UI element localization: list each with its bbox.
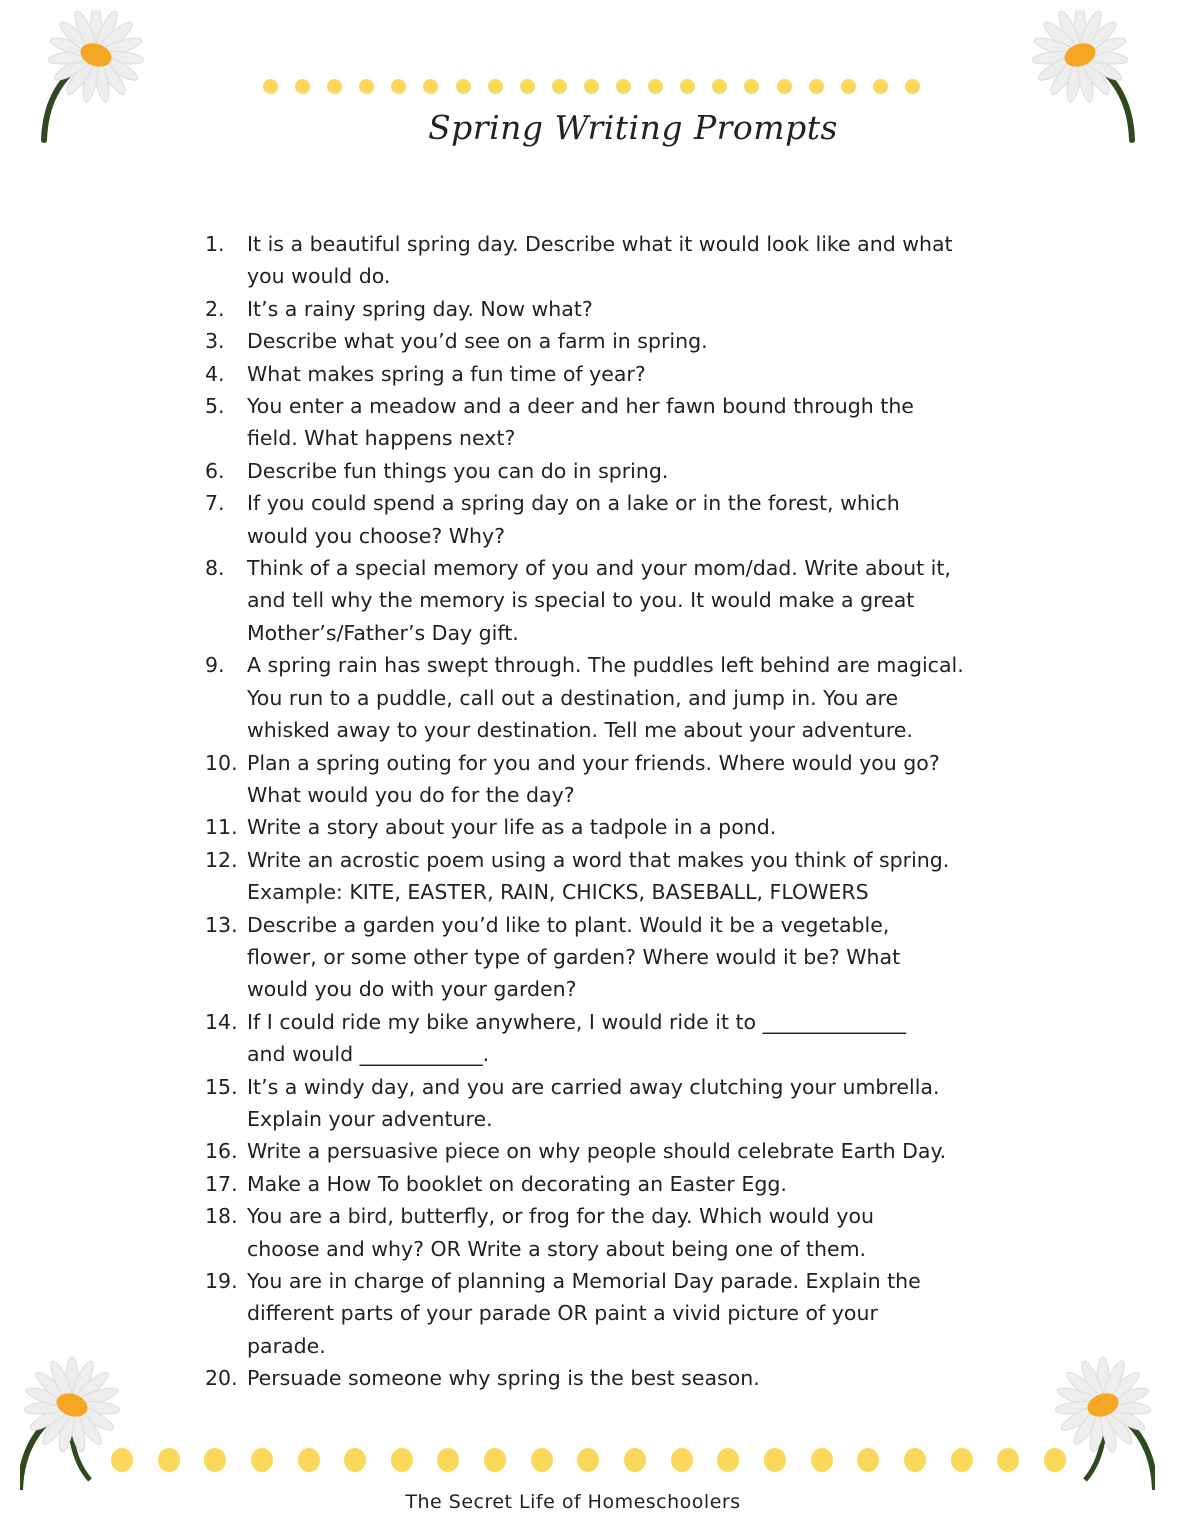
prompt-number: 3. xyxy=(205,329,225,354)
dot xyxy=(423,79,438,94)
prompt-line: Plan a spring outing for you and your friends. Where would you go? xyxy=(247,750,940,775)
prompt-number: 9. xyxy=(205,653,225,678)
dot xyxy=(298,1448,320,1472)
dot xyxy=(905,79,920,94)
prompt-number: 5. xyxy=(205,394,225,419)
decorative-dots-top xyxy=(263,79,920,94)
decorative-dots-bottom xyxy=(111,1448,1066,1472)
prompt-text xyxy=(247,487,900,552)
prompt-line: Describe fun things you can do in spring. xyxy=(247,458,669,483)
prompt-text xyxy=(247,552,951,649)
prompt-text xyxy=(247,358,646,390)
dot xyxy=(951,1448,973,1472)
prompt-line: Write a story about your life as a tadpole in a pond. xyxy=(247,815,777,840)
prompt-item xyxy=(205,1006,964,1071)
prompt-item xyxy=(205,358,964,390)
prompt-text xyxy=(247,228,953,293)
prompt-line: different parts of your parade OR paint a vivid picture of your xyxy=(247,1301,878,1326)
prompt-text xyxy=(247,1265,921,1362)
dot xyxy=(873,79,888,94)
prompt-line: Make a How To booklet on decorating an Easter Egg. xyxy=(247,1171,787,1196)
prompt-item xyxy=(205,228,964,293)
dot xyxy=(456,79,471,94)
dot xyxy=(111,1448,133,1472)
prompt-line: It’s a windy day, and you are carried away clutching your umbrella. xyxy=(247,1074,940,1099)
prompt-line: If you could spend a spring day on a lake or in the forest, which xyxy=(247,491,900,516)
prompt-text xyxy=(247,747,940,812)
prompt-line: choose and why? OR Write a story about being one of them. xyxy=(247,1236,867,1261)
prompt-text xyxy=(247,325,708,357)
dot xyxy=(648,79,663,94)
prompt-number: 13. xyxy=(205,912,238,937)
prompt-line: Describe what you’d see on a farm in spring. xyxy=(247,329,708,354)
prompt-line: It’s a rainy spring day. Now what? xyxy=(247,296,593,321)
prompt-item xyxy=(205,1168,964,1200)
prompt-line: Describe a garden you’d like to plant. Would it be a vegetable, xyxy=(247,912,890,937)
prompt-line: Write an acrostic poem using a word that makes you think of spring. xyxy=(247,847,950,872)
dot xyxy=(359,79,374,94)
prompt-text xyxy=(247,1006,906,1071)
dot xyxy=(552,79,567,94)
prompt-number: 12. xyxy=(205,847,238,872)
prompt-item xyxy=(205,390,964,455)
prompt-number: 11. xyxy=(205,815,238,840)
prompt-item xyxy=(205,1200,964,1265)
dot xyxy=(577,1448,599,1472)
prompt-item xyxy=(205,909,964,1006)
dot xyxy=(391,79,406,94)
prompt-number: 15. xyxy=(205,1074,238,1099)
prompt-list xyxy=(205,228,964,1395)
dot xyxy=(344,1448,366,1472)
footer-credit: The Secret Life of Homeschoolers xyxy=(405,1491,741,1513)
prompt-item xyxy=(205,552,964,649)
prompt-line: You enter a meadow and a deer and her fawn bound through the xyxy=(247,394,914,419)
prompt-number: 6. xyxy=(205,458,225,483)
prompt-line: whisked away to your destination. Tell me about your adventure. xyxy=(247,718,913,743)
prompt-line: You are a bird, butterfly, or frog for the day. Which would you xyxy=(247,1204,874,1229)
dot xyxy=(744,79,759,94)
prompt-line: Explain your adventure. xyxy=(247,1106,493,1131)
prompt-item xyxy=(205,1071,964,1136)
prompt-line: Example: KITE, EASTER, RAIN, CHICKS, BASEBALL, FLOWERS xyxy=(247,880,869,905)
dot xyxy=(1044,1448,1066,1472)
prompt-text xyxy=(247,293,593,325)
prompt-item xyxy=(205,1362,964,1394)
dot xyxy=(437,1448,459,1472)
prompt-item xyxy=(205,747,964,812)
dot xyxy=(811,1448,833,1472)
prompt-number: 8. xyxy=(205,556,225,581)
prompt-text xyxy=(247,1362,760,1394)
prompt-number: 7. xyxy=(205,491,225,516)
prompt-number: 20. xyxy=(205,1366,238,1391)
prompt-item xyxy=(205,649,964,746)
prompt-number: 16. xyxy=(205,1139,238,1164)
dot xyxy=(764,1448,786,1472)
dot xyxy=(809,79,824,94)
prompt-number: 14. xyxy=(205,1009,238,1034)
prompt-item xyxy=(205,487,964,552)
prompt-line: Think of a special memory of you and your mom/dad. Write about it, xyxy=(247,556,951,581)
prompt-text xyxy=(247,1071,940,1136)
prompt-number: 18. xyxy=(205,1204,238,1229)
dot xyxy=(295,79,310,94)
dot xyxy=(712,79,727,94)
prompt-line: You run to a puddle, call out a destination, and jump in. You are xyxy=(247,685,899,710)
dot xyxy=(680,79,695,94)
dot xyxy=(520,79,535,94)
prompt-line: You are in charge of planning a Memorial Day parade. Explain the xyxy=(247,1269,921,1293)
dot xyxy=(158,1448,180,1472)
prompt-number: 10. xyxy=(205,750,238,775)
dot xyxy=(531,1448,553,1472)
prompt-line: you would do. xyxy=(247,264,391,289)
prompt-item xyxy=(205,325,964,357)
prompt-line: Mother’s/Father’s Day gift. xyxy=(247,620,519,645)
dot xyxy=(841,79,856,94)
dot xyxy=(997,1448,1019,1472)
prompt-line: A spring rain has swept through. The puddles left behind are magical. xyxy=(247,653,964,678)
prompt-line: would you do with your garden? xyxy=(247,977,577,1002)
prompt-line: What makes spring a fun time of year? xyxy=(247,361,646,386)
page-title: Spring Writing Prompts xyxy=(428,108,838,147)
dot xyxy=(671,1448,693,1472)
prompt-item xyxy=(205,844,964,909)
prompt-text xyxy=(247,1168,787,1200)
prompt-item xyxy=(205,455,964,487)
prompt-number: 1. xyxy=(205,232,225,256)
prompt-text xyxy=(247,390,914,455)
prompt-line: It is a beautiful spring day. Describe what it would look like and what xyxy=(247,232,953,256)
prompt-line: and would ____________. xyxy=(247,1042,490,1067)
prompt-text xyxy=(247,811,776,843)
dot xyxy=(624,1448,646,1472)
prompt-text xyxy=(247,649,964,746)
prompt-line: Write a persuasive piece on why people should celebrate Earth Day. xyxy=(247,1139,947,1164)
prompt-text xyxy=(247,909,900,1006)
dot xyxy=(327,79,342,94)
prompt-item xyxy=(205,293,964,325)
dot xyxy=(263,79,278,94)
prompt-line: parade. xyxy=(247,1333,326,1358)
prompt-item xyxy=(205,1265,964,1362)
dot xyxy=(777,79,792,94)
dot xyxy=(488,79,503,94)
dot xyxy=(857,1448,879,1472)
prompt-text xyxy=(247,1135,946,1167)
prompt-line: What would you do for the day? xyxy=(247,782,575,807)
prompt-number: 4. xyxy=(205,361,225,386)
dot xyxy=(904,1448,926,1472)
dot xyxy=(391,1448,413,1472)
prompt-item xyxy=(205,1135,964,1167)
prompt-line: would you choose? Why? xyxy=(247,523,506,548)
dot xyxy=(484,1448,506,1472)
dot xyxy=(251,1448,273,1472)
prompt-number: 17. xyxy=(205,1171,238,1196)
prompt-text xyxy=(247,455,668,487)
prompt-line: flower, or some other type of garden? Where would it be? What xyxy=(247,944,901,969)
dot xyxy=(584,79,599,94)
prompt-text xyxy=(247,844,949,909)
prompt-line: and tell why the memory is special to you. It would make a great xyxy=(247,588,915,613)
dot xyxy=(717,1448,739,1472)
dot xyxy=(204,1448,226,1472)
prompt-text xyxy=(247,1200,874,1265)
prompt-number: 19. xyxy=(205,1269,238,1293)
prompt-item xyxy=(205,811,964,843)
dot xyxy=(616,79,631,94)
prompt-line: field. What happens next? xyxy=(247,426,516,451)
prompt-number: 2. xyxy=(205,296,225,321)
prompt-line: If I could ride my bike anywhere, I would ride it to ______________ xyxy=(247,1009,907,1034)
prompt-line: Persuade someone why spring is the best season. xyxy=(247,1366,760,1391)
